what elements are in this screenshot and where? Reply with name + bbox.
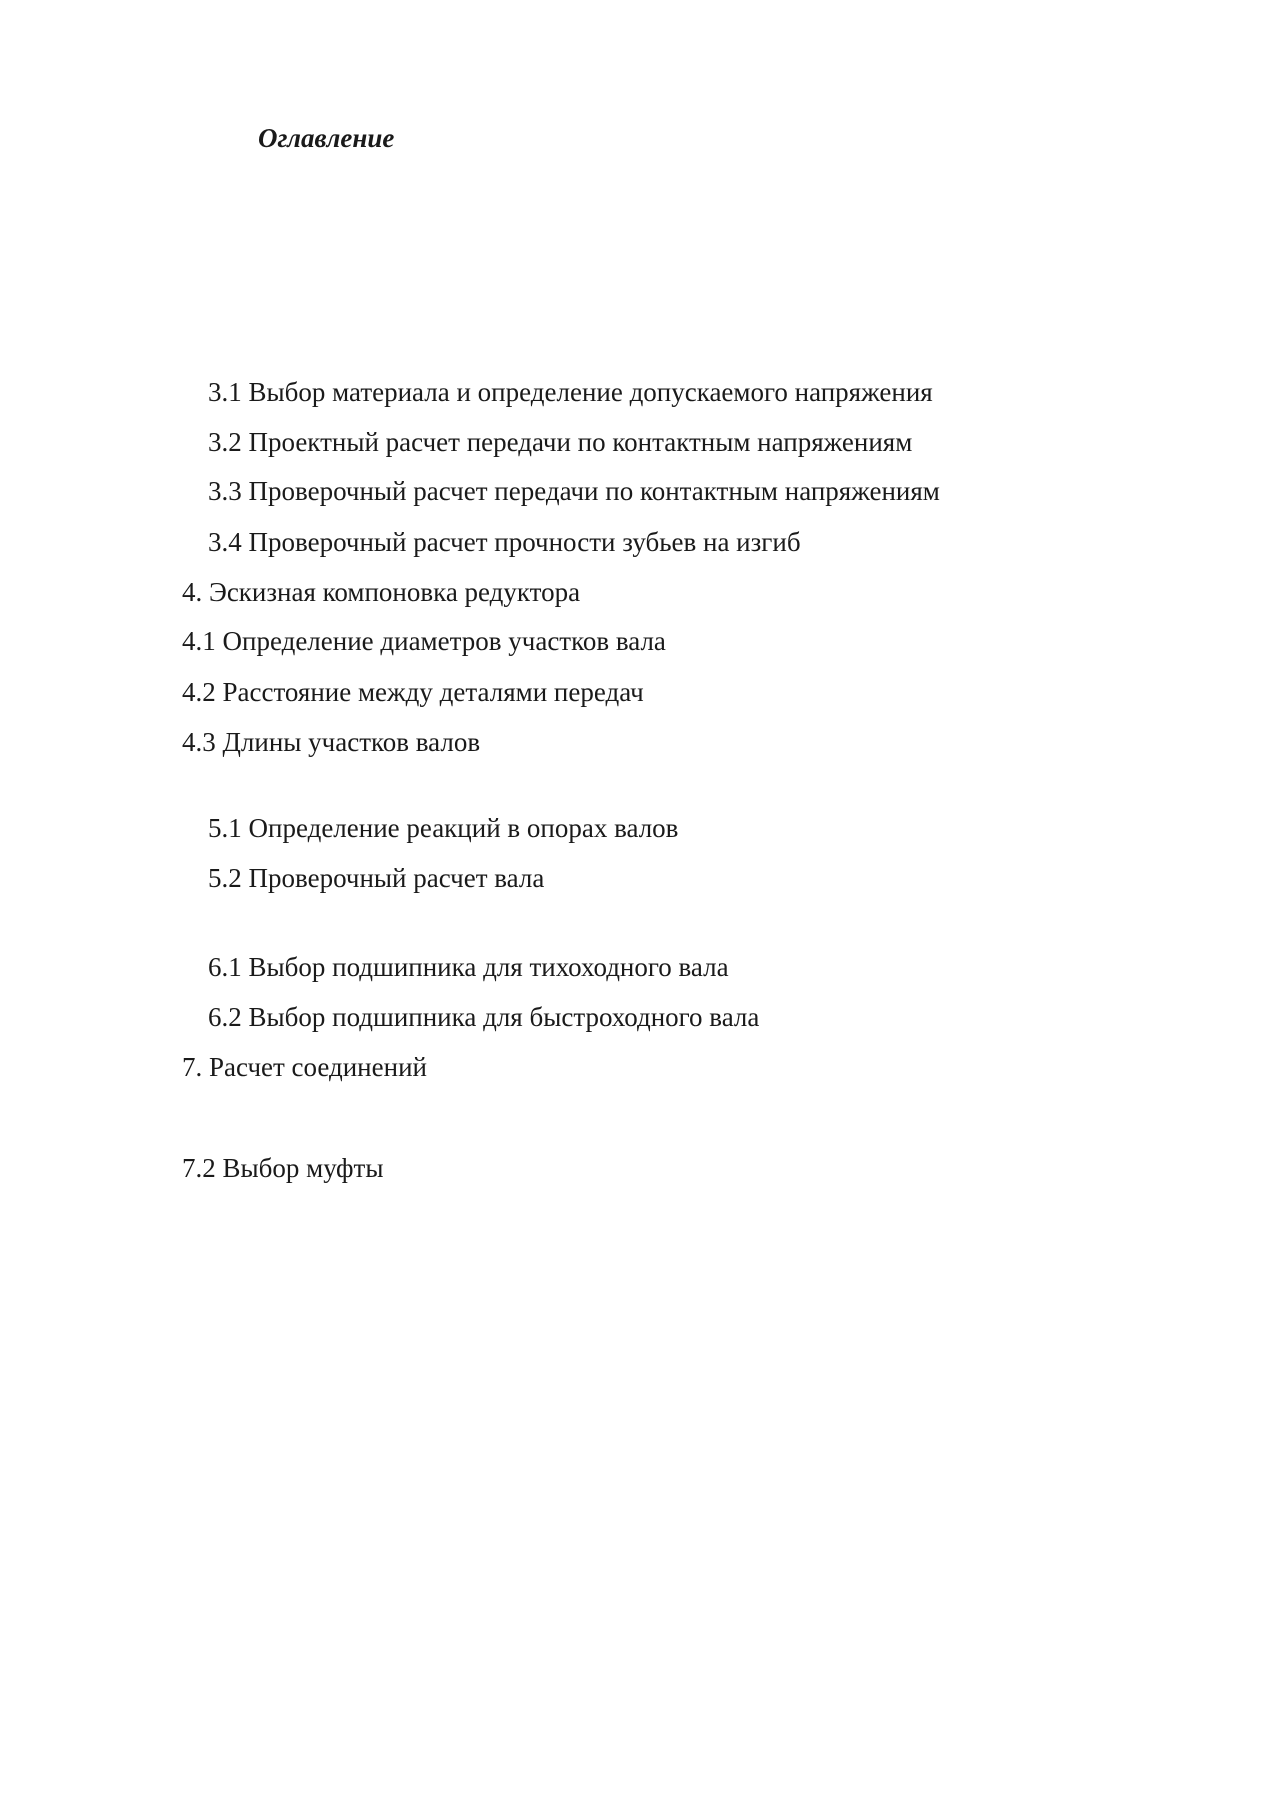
toc-entry-6-2: 6.2 Выбор подшипника для быстроходного вала xyxy=(208,1002,760,1032)
toc-entry-3-4: 3.4 Проверочный расчет прочности зубьев на изгиб xyxy=(208,527,801,557)
toc-entry-7-2: 7.2 Выбор муфты xyxy=(182,1153,384,1183)
toc-entry-3-3: 3.3 Проверочный расчет передачи по контактным напряжениям xyxy=(208,476,940,506)
toc-entry-5-2: 5.2 Проверочный расчет вала xyxy=(208,863,545,893)
toc-entry-7: 7. Расчет соединений xyxy=(182,1052,427,1082)
toc-title: Оглавление xyxy=(258,123,395,153)
toc-entry-4-3: 4.3 Длины участков валов xyxy=(182,727,481,757)
toc-entry-4-1: 4.1 Определение диаметров участков вала xyxy=(182,626,666,656)
toc-entry-4-2: 4.2 Расстояние между деталями передач xyxy=(182,677,644,707)
toc-entry-5-1: 5.1 Определение реакций в опорах валов xyxy=(208,813,679,843)
toc-entry-4: 4. Эскизная компоновка редуктора xyxy=(182,577,581,607)
toc-entry-3-2: 3.2 Проектный расчет передачи по контактным напряжениям xyxy=(208,427,913,457)
toc-entry-6-1: 6.1 Выбор подшипника для тихоходного вала xyxy=(208,952,729,982)
toc-entry-3-1: 3.1 Выбор материала и определение допускаемого напряжения xyxy=(208,377,933,407)
